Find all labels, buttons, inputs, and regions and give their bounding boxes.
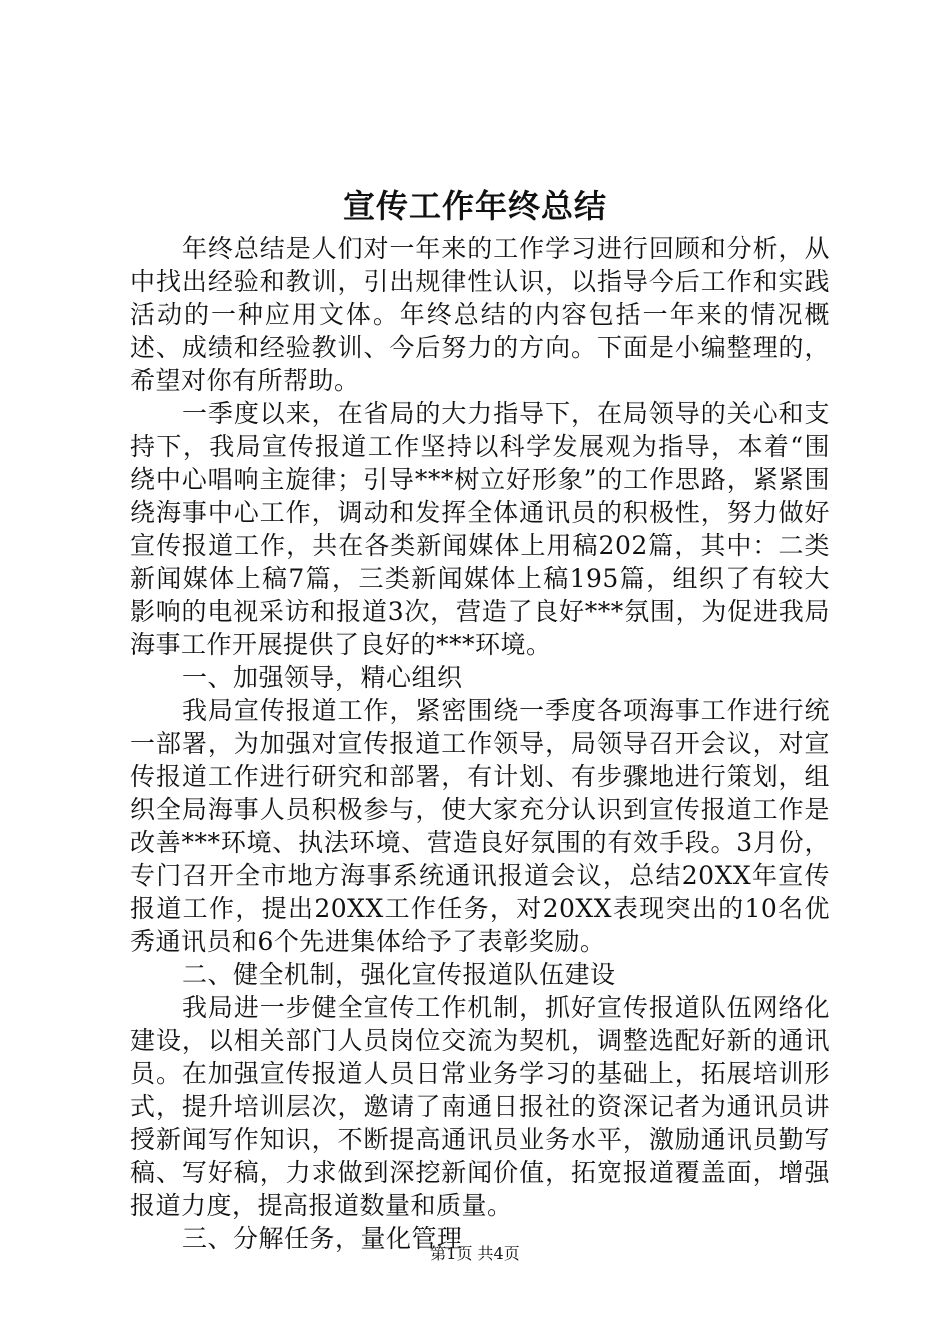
intro-paragraph: 年终总结是人们对一年来的工作学习进行回顾和分析，从中找出经验和教训，引出规律性认识，以指导今后工作和实践活动的一种应用文体。年终总结的内容包括一年来的情况概述、成绩和经验教训、今后努力的方向。下面是小编整理的，希望对你有所帮助。 [130, 234, 830, 395]
document-body [130, 232, 830, 1255]
section-heading-2: 二、健全机制，强化宣传报道队伍建设 [182, 960, 616, 989]
page-number-footer: 第1页 共4页 [430, 1244, 520, 1263]
section-1-paragraph: 我局宣传报道工作，紧密围绕一季度各项海事工作进行统一部署，为加强对宣传报道工作领导，局领导召开会议，对宣传报道工作进行研究和部署，有计划、有步骤地进行策划，组织全局海事人员积极参与，使大家充分认识到宣传报道工作是改善***环境、执法环境、营造良好氛围的有效手段。3月份，专门召开全市地方海事系统通讯报道会议，总结20XX年宣传报道工作，提出20XX工作任务，对20XX表现突出的10名优秀通讯员和6个先进集体给予了表彰奖励。 [130, 696, 830, 956]
overview-paragraph: 一季度以来，在省局的大力指导下，在局领导的关心和支持下，我局宣传报道工作坚持以科学发展观为指导，本着“围绕中心唱响主旋律；引导***树立好形象”的工作思路，紧紧围绕海事中心工作，调动和发挥全体通讯员的积极性，努力做好宣传报道工作，共在各类新闻媒体上用稿202篇，其中：二类新闻媒体上稿7篇，三类新闻媒体上稿195篇，组织了有较大影响的电视采访和报道3次，营造了良好***氛围，为促进我局海事工作开展提供了良好的***环境。 [130, 399, 830, 659]
section-heading-1: 一、加强领导，精心组织 [182, 663, 463, 692]
section-2-paragraph: 我局进一步健全宣传工作机制，抓好宣传报道队伍网络化建设，以相关部门人员岗位交流为契机，调整选配好新的通讯员。在加强宣传报道人员日常业务学习的基础上，拓展培训形式，提升培训层次，邀请了南通日报社的资深记者为通讯员讲授新闻写作知识，不断提高通讯员业务水平，激励通讯员勤写稿、写好稿，力求做到深挖新闻价值，拓宽报道覆盖面，增强报道力度，提高报道数量和质量。 [130, 993, 830, 1220]
section-heading-3: 三、分解任务，量化管理 [182, 1224, 463, 1253]
document-title: 宣传工作年终总结 [342, 187, 607, 225]
